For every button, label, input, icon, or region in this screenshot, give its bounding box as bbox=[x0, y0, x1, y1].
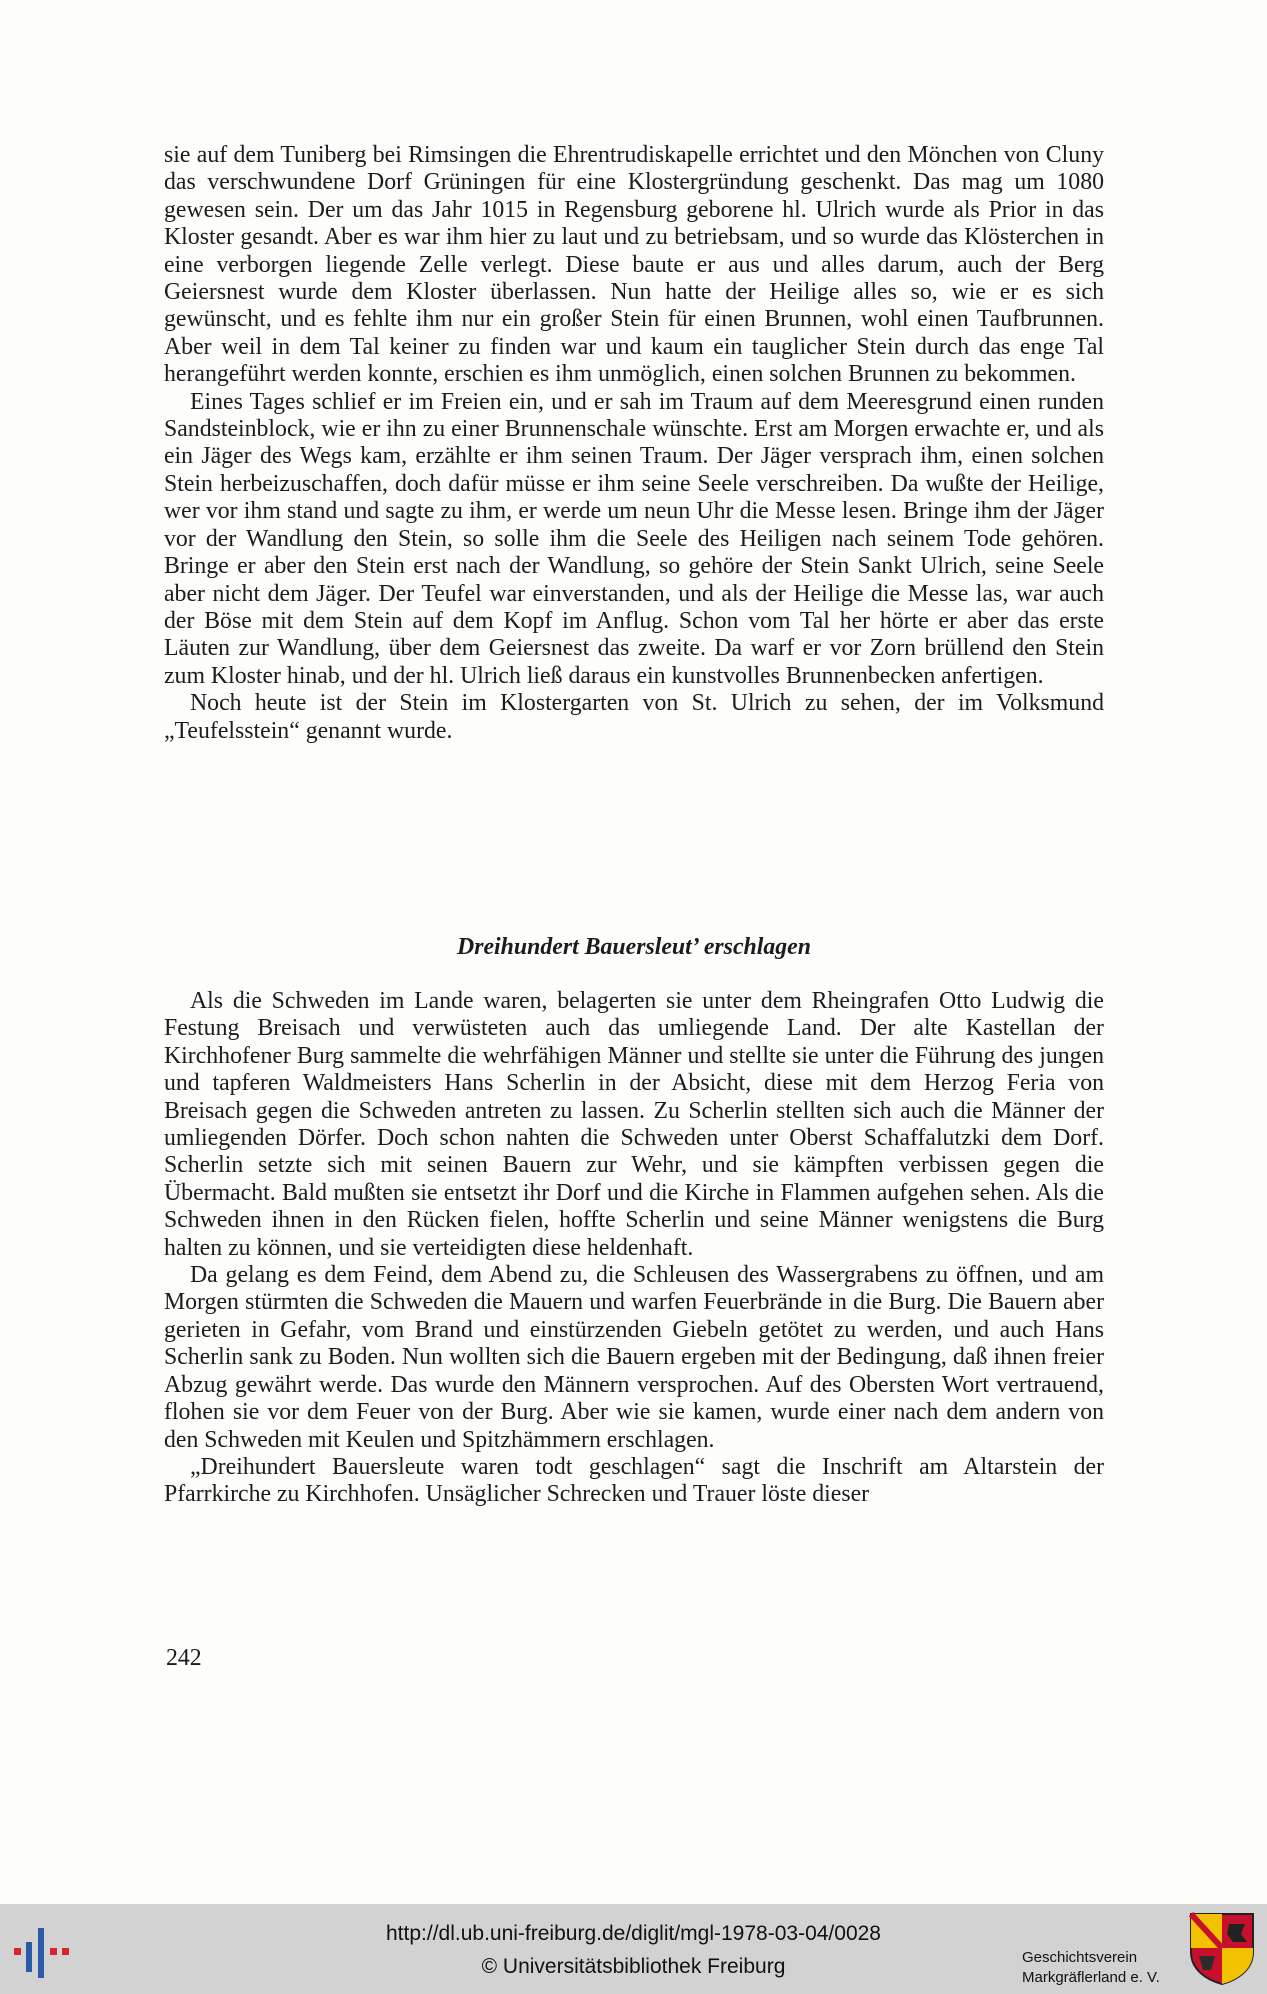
permalink-url[interactable]: http://dl.ub.uni-freiburg.de/diglit/mgl-1978-03-04/0028 bbox=[386, 1922, 881, 1945]
viewer-footer bbox=[0, 1904, 1267, 1994]
legend-text-lower bbox=[164, 988, 1104, 1509]
coat-of-arms-icon[interactable] bbox=[1189, 1912, 1255, 1986]
paragraph: sie auf dem Tuniberg bei Rimsingen die Ehrentrudiskapelle errichtet und den Mönchen von Cluny das verschwundene Dorf Grüningen für eine Klostergründung geschenkt. Das mag um 1080 gewesen sein. Der um das Jahr 1015 in Regensburg geborene hl. Ulrich wurde als Prior in das Kloster gesandt. Aber es war ihm hier zu laut und zu betriebsam, und so wurde das Klösterchen in eine verborgen liegende Zelle verlegt. Diese baute er aus und alles darum, auch der Berg Geiersnest wurde dem Kloster überlassen. Nun hatte der Heilige alles so, wie er es sich gewünscht, und es fehlte ihm nur ein großer Stein für einen Brunnen, wohl einen Taufbrunnen. Aber weil in dem Tal keiner zu finden war und kaum ein tauglicher Stein durch das enge Tal herangeführt werden konnte, erschien es ihm unmöglich, einen solchen Brunnen zu bekommen. bbox=[164, 142, 1104, 388]
society-name-line: Markgräflerland e. V. bbox=[1022, 1969, 1160, 1986]
paragraph: Da gelang es dem Feind, dem Abend zu, die Schleusen des Wassergrabens zu öffnen, und am Morgen stürmten die Schweden die Mauern und warfen Feuerbrände in die Burg. Die Bauern aber gerieten in Gefahr, vom Brand und einstürzenden Giebeln getötet zu werden, und auch Hans Scherlin sank zu Boden. Nun wollten sich die Bauern ergeben mit der Bedingung, daß ihnen freier Abzug gewährt werde. Das wurde den Männern versprochen. Auf des Obersten Wort vertrauend, flohen sie vor dem Feuer von der Burg. Aber wie sie kamen, wurde einer nach dem andern von den Schweden mit Keulen und Spitzhämmern erschlagen. bbox=[164, 1262, 1104, 1453]
copyright-text: © Universitätsbibliothek Freiburg bbox=[481, 1955, 786, 1978]
legend-text-upper bbox=[164, 142, 1104, 745]
paragraph: Als die Schweden im Lande waren, belagerten sie unter dem Rheingrafen Otto Ludwig die Festung Breisach und verwüsteten auch das umliegende Land. Der alte Kastellan der Kirchhofener Burg sammelte die wehrfähigen Männer und stellte sie unter die Führung des jungen und tapferen Waldmeisters Hans Scherlin in der Absicht, diese mit dem Herzog Feria von Breisach gegen die Schweden antreten zu lassen. Zu Scherlin stellten sich auch die Männer der umliegenden Dörfer. Doch schon nahten die Schweden unter Oberst Schaffalutzki dem Dorf. Scherlin setzte sich mit seinen Bauern zur Wehr, und sie kämpften verbissen gegen die Übermacht. Bald mußten sie entsetzt ihr Dorf und die Kirche in Flammen aufgehen sehen. Als die Schweden ihnen in den Rücken fielen, hoffte Scherlin und seine Männer wenigstens die Burg halten zu können, und sie verteidigten diese heldenhaft. bbox=[164, 988, 1104, 1261]
society-name bbox=[1022, 1948, 1182, 1988]
section-heading: Dreihundert Bauersleut’ erschlagen bbox=[457, 934, 811, 960]
paragraph: Eines Tages schlief er im Freien ein, und er sah im Traum auf dem Meeresgrund einen runden Sandsteinblock, wie er ihn zu einer Brunnenschale wünschte. Erst am Morgen erwachte er, und als ein Jäger des Wegs kam, erzählte er ihm seinen Traum. Der Jäger versprach ihm, einen solchen Stein herbeizuschaffen, doch dafür müsse er ihm seine Seele verschreiben. Da wußte der Heilige, wer vor ihm stand und sagte zu ihm, er werde um neun Uhr die Messe lesen. Bringe ihm der Jäger vor der Wandlung den Stein, so solle ihm die Seele des Heiligen nach seinem Tode gehören. Bringe er aber den Stein erst nach der Wandlung, so gehöre der Stein Sankt Ulrich, seine Seele aber nicht dem Jäger. Der Teufel war einverstanden, und als der Heilige die Messe las, war auch der Böse mit dem Stein auf dem Kopf im Anflug. Schon vom Tal her hörte er aber das erste Läuten zur Wandlung, über dem Geiersnest das zweite. Da warf er vor Zorn brüllend den Stein zum Kloster hinab, und der hl. Ulrich ließ daraus ein kunstvolles Brunnenbecken anfertigen. bbox=[164, 388, 1104, 689]
paragraph: Noch heute ist der Stein im Klostergarten von St. Ulrich zu sehen, der im Volksmund „Teufelsstein“ genannt wurde. bbox=[164, 690, 1104, 744]
page-number: 242 bbox=[166, 1645, 202, 1671]
society-name-line: Geschichtsverein bbox=[1022, 1949, 1138, 1966]
paragraph: „Dreihundert Bauersleute waren todt geschlagen“ sagt die Inschrift am Altarstein der Pfarrkirche zu Kirchhofen. Unsäglicher Schrecken und Trauer löste dieser bbox=[164, 1453, 1104, 1508]
